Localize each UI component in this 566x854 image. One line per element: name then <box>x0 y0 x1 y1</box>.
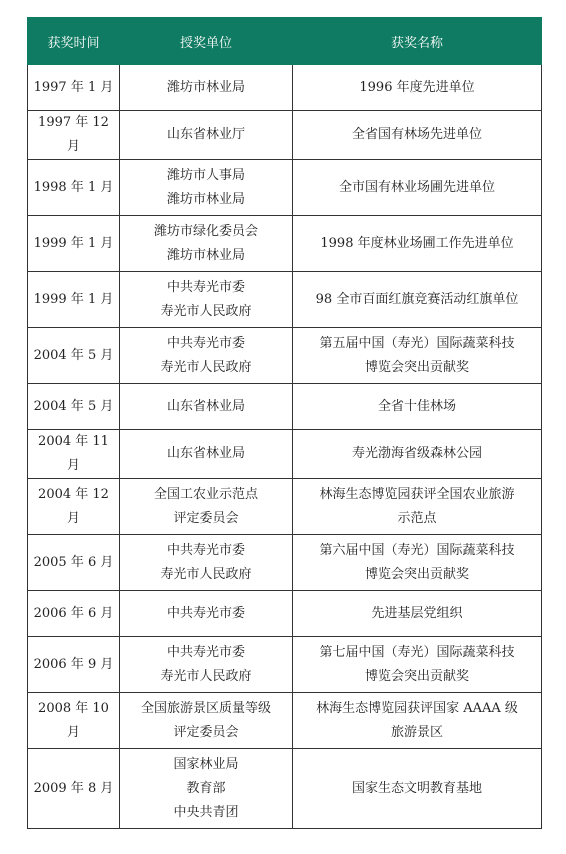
award-unit <box>120 384 293 430</box>
award-name <box>293 430 542 479</box>
award-unit <box>120 430 293 479</box>
unit-line: 中共寿光市委 <box>166 279 245 295</box>
unit-line: 全国工农业示范点 <box>153 486 258 502</box>
unit-line: 潍坊市林业局 <box>166 247 245 263</box>
table-row <box>28 216 542 272</box>
award-date: 1998 年 1 月 <box>28 160 120 216</box>
award-name <box>293 637 542 693</box>
award-name-line: 1998 年度林业场圃工作先进单位 <box>320 235 514 251</box>
unit-line: 中共寿光市委 <box>166 335 245 351</box>
table-row <box>28 591 542 637</box>
header-award: 获奖名称 <box>293 18 542 65</box>
unit-line: 中共寿光市委 <box>166 542 245 558</box>
award-name-line: 示范点 <box>397 510 437 526</box>
award-name <box>293 384 542 430</box>
award-unit <box>120 272 293 328</box>
unit-line: 中央共青团 <box>173 804 239 820</box>
award-date: 1997 年 1 月 <box>28 65 120 111</box>
award-unit <box>120 216 293 272</box>
award-unit <box>120 111 293 160</box>
unit-line: 潍坊市绿化委员会 <box>153 223 258 239</box>
award-date: 2004 年 11 月 <box>28 430 120 479</box>
award-date: 1997 年 12 月 <box>28 111 120 160</box>
award-name <box>293 272 542 328</box>
table-row <box>28 535 542 591</box>
unit-line: 寿光市人民政府 <box>160 668 252 684</box>
award-name-line: 林海生态博览园获评国家 AAAA 级 <box>316 700 518 716</box>
award-date: 2004 年 12 月 <box>28 479 120 535</box>
unit-line: 潍坊市人事局 <box>166 167 245 183</box>
award-date: 2006 年 6 月 <box>28 591 120 637</box>
award-name-line: 第六届中国（寿光）国际蔬菜科技 <box>319 542 515 558</box>
award-name <box>293 749 542 829</box>
header-unit: 授奖单位 <box>120 18 293 65</box>
award-date: 1999 年 1 月 <box>28 216 120 272</box>
award-date: 2004 年 5 月 <box>28 384 120 430</box>
award-name <box>293 216 542 272</box>
award-name-line: 全省国有林场先进单位 <box>351 127 482 142</box>
award-unit <box>120 637 293 693</box>
award-name-line: 全市国有林业场圃先进单位 <box>338 179 495 195</box>
award-unit <box>120 328 293 384</box>
award-date: 2005 年 6 月 <box>28 535 120 591</box>
unit-line: 教育部 <box>186 780 226 796</box>
table-row <box>28 637 542 693</box>
award-name <box>293 111 542 160</box>
award-name-line: 98 全市百面红旗竞赛活动红旗单位 <box>315 291 519 307</box>
award-name-line: 第七届中国（寿光）国际蔬菜科技 <box>319 644 515 660</box>
award-unit <box>120 535 293 591</box>
unit-line: 全国旅游景区质量等级 <box>140 700 271 716</box>
award-name <box>293 693 542 749</box>
unit-line: 山东省林业厅 <box>166 127 245 142</box>
award-name-line: 1996 年度先进单位 <box>359 79 475 95</box>
award-unit <box>120 749 293 829</box>
award-name-line: 寿光渤海省级森林公园 <box>351 446 482 461</box>
table-row <box>28 384 542 430</box>
table-row <box>28 749 542 829</box>
award-name <box>293 160 542 216</box>
table-row <box>28 160 542 216</box>
unit-line: 潍坊市林业局 <box>166 79 245 95</box>
unit-line: 评定委员会 <box>173 510 239 526</box>
award-unit <box>120 693 293 749</box>
award-name <box>293 65 542 111</box>
unit-line: 中共寿光市委 <box>166 605 245 621</box>
award-name <box>293 535 542 591</box>
unit-line: 中共寿光市委 <box>166 644 245 660</box>
header-row <box>28 18 542 65</box>
award-date: 2006 年 9 月 <box>28 637 120 693</box>
table-row <box>28 111 542 160</box>
award-unit <box>120 160 293 216</box>
unit-line: 山东省林业局 <box>166 398 245 414</box>
awards-table <box>27 17 542 829</box>
award-date: 1999 年 1 月 <box>28 272 120 328</box>
award-name-line: 博览会突出贡献奖 <box>364 566 469 582</box>
award-name-line: 全省十佳林场 <box>377 398 456 414</box>
table-row <box>28 693 542 749</box>
award-name-line: 先进基层党组织 <box>371 605 463 621</box>
award-name-line: 博览会突出贡献奖 <box>364 668 469 684</box>
award-name <box>293 591 542 637</box>
award-name-line: 第五届中国（寿光）国际蔬菜科技 <box>319 335 515 351</box>
table-row <box>28 65 542 111</box>
unit-line: 评定委员会 <box>173 724 239 740</box>
header-date: 获奖时间 <box>28 18 120 65</box>
unit-line: 国家林业局 <box>173 756 239 772</box>
award-date: 2009 年 8 月 <box>28 749 120 829</box>
unit-line: 寿光市人民政府 <box>160 566 252 582</box>
unit-line: 山东省林业局 <box>166 446 245 461</box>
award-name <box>293 479 542 535</box>
unit-line: 潍坊市林业局 <box>166 191 245 207</box>
award-name-line: 旅游景区 <box>390 724 443 740</box>
table-row <box>28 272 542 328</box>
unit-line: 寿光市人民政府 <box>160 359 252 375</box>
award-name-line: 国家生态文明教育基地 <box>351 780 482 796</box>
table-row <box>28 328 542 384</box>
award-date: 2004 年 5 月 <box>28 328 120 384</box>
award-date: 2008 年 10 月 <box>28 693 120 749</box>
award-unit <box>120 65 293 111</box>
award-name <box>293 328 542 384</box>
award-name-line: 林海生态博览园获评全国农业旅游 <box>319 486 515 502</box>
award-unit <box>120 479 293 535</box>
award-name-line: 博览会突出贡献奖 <box>364 359 469 375</box>
table-body <box>28 65 542 829</box>
table-row <box>28 479 542 535</box>
table-row <box>28 430 542 479</box>
unit-line: 寿光市人民政府 <box>160 303 252 319</box>
award-unit <box>120 591 293 637</box>
